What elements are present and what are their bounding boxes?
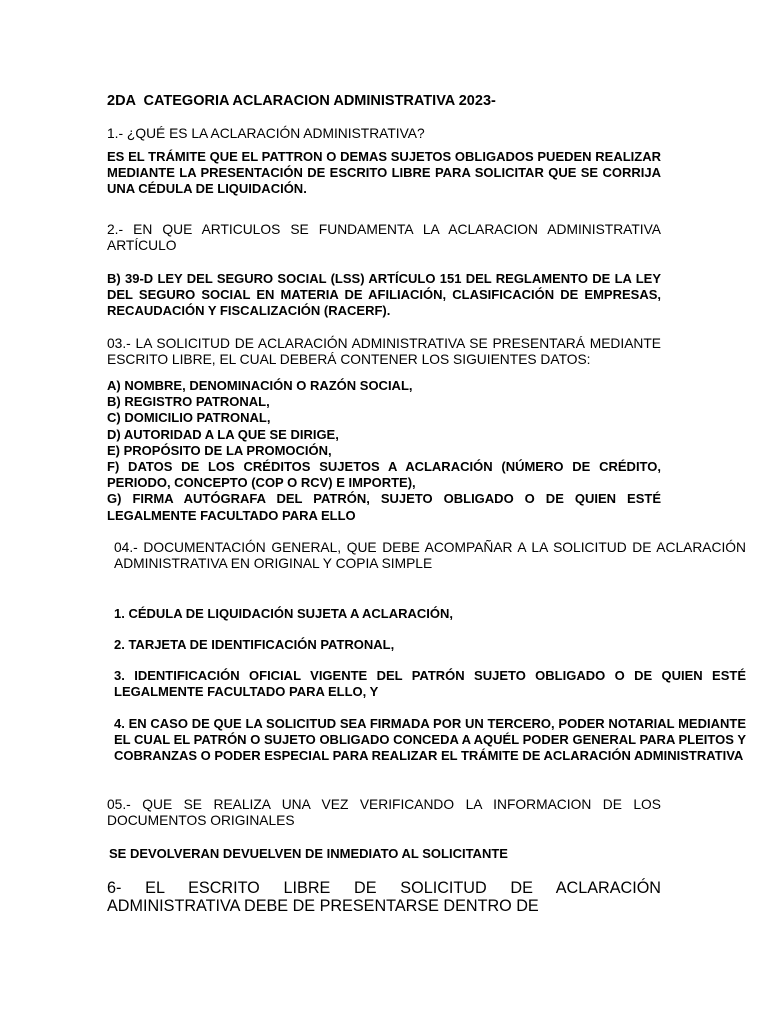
list-item: G) FIRMA AUTÓGRAFA DEL PATRÓN, SUJETO OBLIGADO O DE QUIEN ESTÉ [107,491,661,507]
list-item: B) REGISTRO PATRONAL, [107,394,270,410]
question-4: 04.- DOCUMENTACIÓN GENERAL, QUE DEBE ACOMPAÑAR A LA SOLICITUD DE ACLARACIÓN ADMINISTRATIVA EN ORIGINAL Y COPIA SIMPLE [114,540,746,572]
answer-1: ES EL TRÁMITE QUE EL PATTRON O DEMAS SUJETOS OBLIGADOS PUEDEN REALIZAR MEDIANTE LA PRESENTACIÓN DE ESCRITO LIBRE PARA SOLICITAR QUE SE CORRIJA UNA CÉDULA DE LIQUIDACIÓN. [107,149,661,197]
question-3: 03.- LA SOLICITUD DE ACLARACIÓN ADMINISTRATIVA SE PRESENTARÁ MEDIANTE ESCRITO LIBRE, EL CUAL DEBERÁ CONTENER LOS SIGUIENTES DATOS: [107,336,661,368]
document-item-2: 2. TARJETA DE IDENTIFICACIÓN PATRONAL, [114,637,395,652]
list-item: A) NOMBRE, DENOMINACIÓN O RAZÓN SOCIAL, [107,378,413,393]
list-item: F) DATOS DE LOS CRÉDITOS SUJETOS A ACLARACIÓN (NÚMERO DE CRÉDITO, [107,459,661,475]
question-5: 05.- QUE SE REALIZA UNA VEZ VERIFICANDO LA INFORMACION DE LOS DOCUMENTOS ORIGINALES [107,797,661,829]
list-item: C) DOMICILIO PATRONAL, [107,410,271,426]
list-item: LEGALMENTE FACULTADO PARA ELLO [107,507,356,523]
document-item-4: 4. EN CASO DE QUE LA SOLICITUD SEA FIRMADA POR UN TERCERO, PODER NOTARIAL MEDIANTE EL CUAL EL PATRÓN O SUJETO OBLIGADO CONCEDA A AQUÉL PODER GENERAL PARA PLEITOS Y COBRANZAS O PODER ESPECIAL PARA REALIZAR EL TRÁMITE DE ACLARACIÓN ADMINISTRATIVA [114,716,746,764]
answer-2: B) 39-D LEY DEL SEGURO SOCIAL (LSS) ARTÍCULO 151 DEL REGLAMENTO DE LA LEY DEL SEGURO SOCIAL EN MATERIA DE AFILIACIÓN, CLASIFICACIÓN DE EMPRESAS, RECAUDACIÓN Y FISCALIZACIÓN (RACERF). [107,271,661,319]
answer-5: SE DEVOLVERAN DEVUELVEN DE INMEDIATO AL SOLICITANTE [109,846,508,861]
question-2: 2.- EN QUE ARTICULOS SE FUNDAMENTA LA ACLARACION ADMINISTRATIVA ARTÍCULO [107,222,661,254]
question-6: 6- EL ESCRITO LIBRE DE SOLICITUD DE ACLARACIÓN ADMINISTRATIVA DEBE DE PRESENTARSE DENTRO DE [107,879,661,915]
document-title: 2DA CATEGORIA ACLARACION ADMINISTRATIVA 2023- [107,93,496,109]
document-item-1: 1. CÉDULA DE LIQUIDACIÓN SUJETA A ACLARACIÓN, [114,606,453,621]
question-1: 1.- ¿QUÉ ES LA ACLARACIÓN ADMINISTRATIVA? [107,126,425,141]
list-item: E) PROPÓSITO DE LA PROMOCIÓN, [107,442,332,458]
list-item: PERIODO, CONCEPTO (COP O RCV) E IMPORTE), [107,475,416,491]
list-item: D) AUTORIDAD A LA QUE SE DIRIGE, [107,426,339,442]
document-item-3: 3. IDENTIFICACIÓN OFICIAL VIGENTE DEL PATRÓN SUJETO OBLIGADO O DE QUIEN ESTÉ LEGALMENTE FACULTADO PARA ELLO, Y [114,668,746,700]
requirements-list [107,378,661,524]
